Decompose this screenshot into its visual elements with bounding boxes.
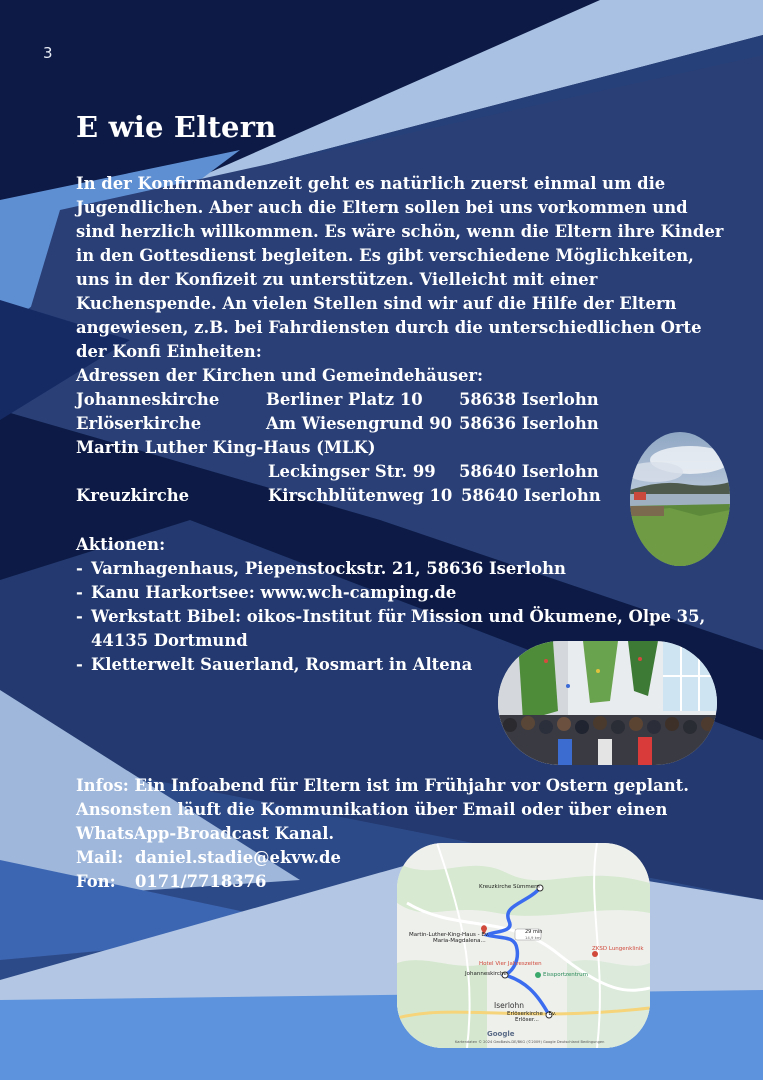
church-street: Berliner Platz 10 (266, 390, 423, 409)
page-title: E wie Eltern (76, 110, 277, 144)
map-label-erloeser: Erlöserkirche - Ev. (507, 1011, 557, 1017)
climbing-hall-photo (498, 641, 717, 765)
route-map[interactable] (397, 843, 650, 1048)
church-name: Martin Luther King-Haus (MLK) (76, 438, 376, 457)
church-street: Kirschblütenweg 10 (268, 486, 453, 505)
church-city: 58638 Iserlohn (459, 390, 599, 409)
bullet-dash: - (76, 583, 83, 602)
mail-address: daniel.stadie@ekvw.de (135, 848, 341, 867)
info-text: Infos: Ein Infoabend für Eltern ist im Frühjahr vor Ostern geplant. Ansonsten läuft die Kommunikation über Email oder über einen WhatsApp-Broadcast Kanal. (76, 776, 689, 843)
address-row-johanneskirche (76, 388, 636, 412)
actions-heading: Aktionen: (76, 535, 166, 554)
map-route-distance: 14,9 km (525, 935, 541, 940)
lake-photo (630, 432, 730, 566)
map-label-hotel: Hotel Vier Jahreszeiten (479, 961, 542, 967)
church-name: Erlöserkirche (76, 414, 202, 433)
map-attribution: Kartendaten © 2024 GeoBasis-DE/BKG (©2009) Google Deutschland Bedingungen (455, 1040, 605, 1044)
address-heading: Adressen der Kirchen und Gemeindehäuser: (76, 366, 484, 385)
action-text: Kletterwelt Sauerland, Rosmart in Altena (91, 655, 473, 674)
action-text: Werkstatt Bibel: oikos-Institut für Mission und Ökumene, Olpe 35, 44135 Dortmund (91, 607, 706, 650)
map-label-kreuzkirche: Kreuzkirche Sümmern (479, 884, 540, 890)
mail-label: Mail: (76, 848, 124, 867)
map-route-duration: 29 min (525, 929, 543, 935)
church-city: 58640 Iserlohn (461, 486, 601, 505)
map-label-city: Iserlohn (494, 1001, 524, 1010)
action-item (76, 557, 716, 581)
address-row-erloeserkirche (76, 412, 636, 436)
address-section (76, 364, 636, 508)
church-name: Johanneskirche (76, 390, 220, 409)
church-city: 58636 Iserlohn (459, 414, 599, 433)
map-label-johanneskirche: Johanneskirche (465, 971, 507, 977)
map-label-mlk: Martin-Luther-King-Haus - Ev. (409, 932, 490, 938)
address-row-mlk (76, 460, 636, 484)
action-text: Kanu Harkortsee: www.wch-camping.de (91, 583, 457, 602)
map-label-mlk-2: Maria-Magdalena... (433, 938, 486, 944)
church-street: Am Wiesengrund 90 (266, 414, 453, 433)
bullet-dash: - (76, 559, 83, 578)
action-item (76, 581, 716, 605)
church-city: 58640 Iserlohn (459, 462, 599, 481)
church-street: Leckingser Str. 99 (268, 462, 436, 481)
bullet-dash: - (76, 607, 83, 626)
google-logo: Google (487, 1030, 515, 1038)
action-text: Varnhagenhaus, Piepenstockstr. 21, 58636 Iserlohn (91, 559, 566, 578)
page-number: 3 (43, 44, 53, 62)
map-label-erloeser-2: Erlöser... (515, 1017, 539, 1023)
intro-paragraph: In der Konfirmandenzeit geht es natürlich zuerst einmal um die Jugendlichen. Aber auch die Eltern sollen bei uns vorkommen und sind herzlich willkommen. Es wäre schön, wenn die Eltern ihre Kinder in den Gottesdienst begleiten. Es gibt verschiedene Möglichkeiten, uns in der Konfizeit zu unterstützen. Vielleicht mit einer Kuchenspende. An vielen Stellen sind wir auf die Hilfe der Eltern angewiesen, z.B. bei Fahrdiensten durch die unterschiedlichen Orte der Konfi Einheiten: (76, 174, 724, 361)
address-row-mlk-name (76, 436, 636, 460)
church-name: Kreuzkirche (76, 486, 190, 505)
phone-number: 0171/7718376 (135, 872, 267, 891)
bullet-dash: - (76, 655, 83, 674)
map-label-sport: Eissportzentrum (543, 972, 589, 978)
address-row-kreuzkirche (76, 484, 636, 508)
phone-label: Fon: (76, 872, 116, 891)
map-label-lungenklinik: ZKSD Lungenklinik (592, 946, 644, 952)
